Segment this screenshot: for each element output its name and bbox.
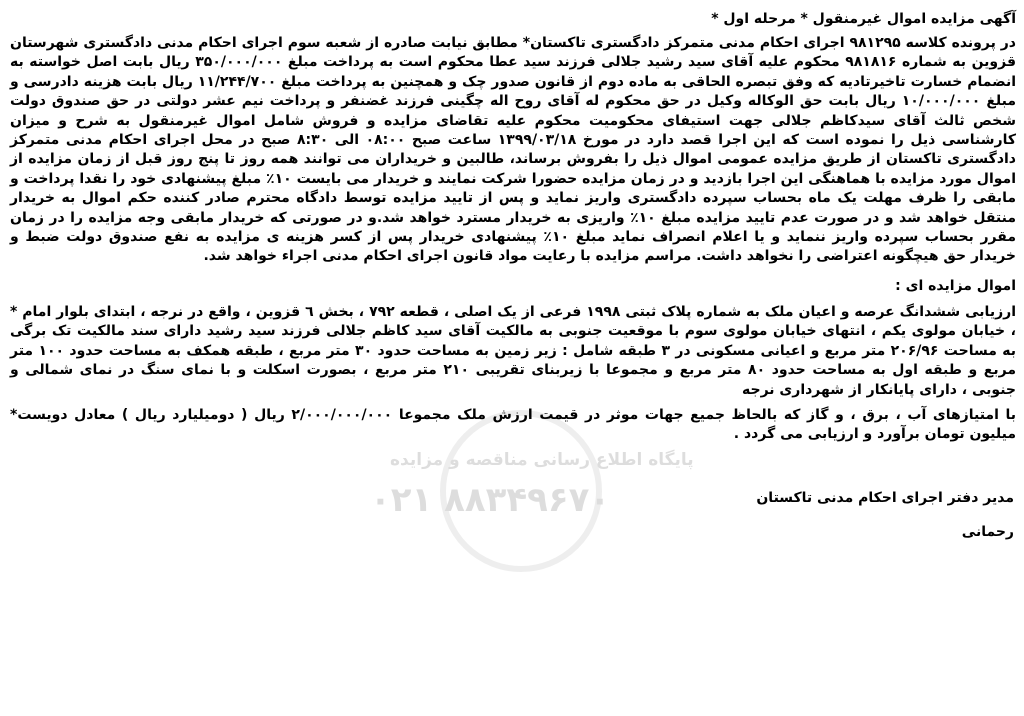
assets-description: ارزیابی ششدانگ عرصه و اعیان ملک به شماره پلاک ثبتی ۱۹۹۸ فرعی از یک اصلی ، قطعه ۷۹۲ ، بخش ٦ قزوین ، واقع در نرجه ، ابتدای بلوار امام * ، خیابان مولوی یکم ، انتهای خیابان مولوی سوم با موقعیت جنوبی به مالکیت آقای سید کاظم جلالی فرزند سید رشید دارای سند مالکیت تک برگی به مساحت ۲۰۶/۹۶ متر مربع و اعیانی مسکونی در ۳ طبقه شامل : زیر زمین به مساحت حدود ۳۰ متر مربع ، طبقه همکف به مساحت حدود ۱۰۰ متر مربع و طبقه اول به مساحت حدود ۸۰ متر مربع و مجموعا با زیربنای تقریبی ۲۱۰ متر مربع ، بصورت اسکلت و با نمای سنگ در نمای شمالی و جنوبی ، دارای پایانکار از شهرداری نرجه [10,303,1016,398]
notice-body: در پرونده کلاسه ۹۸۱۲۹۵ اجرای احکام مدنی متمرکز دادگستری تاکستان* مطابق نیابت صادره از شعبه سوم اجرای احکام مدنی دادگستری شهرستان قزوین به شماره ۹۸۱۸۱۶ محکوم علیه آقای سید رشید جلالی فرزند سید عطا محکوم است به پرداخت مبلغ ۳۵۰/۰۰۰/۰۰۰ ریال بابت اصل خواسته به انضمام خسارت تاخیرتادیه که وفق تبصره الحاقی به ماده دوم از قانون صدور چک و همچنین به پرداخت مبلغ ۱۱/۲۴۴/۷۰۰ ریال بابت هزینه دادرسی و مبلغ ۱۰/۰۰۰/۰۰۰ ریال بابت حق الوکاله وکیل در حق محکوم له آقای روح اله چگینی فرزند غضنفر و پرداخت نیم عشر دولتی در حق صندوق دولت شخص ثالث آقای سیدکاظم جلالی جهت استیفای محکومیت محکوم علیه تقاضای مزایده و فروش شامل اموال غیرمنقول به شرح و میزان کارشناسی ذیل را نموده است که این اجرا قصد دارد در مورخ ۱۳۹۹/۰۳/۱۸ ساعت صبح ۰۸:۰۰ الی ۸:۳۰ صبح در محل اجرای احکام مدنی متمرکز دادگستری تاکستان از طریق مزایده عمومی اموال ذیل را بفروش برساند، طالبین و خریداران می توانند همه روز تا پنج روز قبل از زمان مزایده از اموال مورد مزایده با هماهنگی این اجرا بازدید و در زمان مزایده حضورا شرکت نمایند و خریدار می بایست ۱۰٪ مبلغ پیشنهادی خود را نقدا پرداخت و مابقی را ظرف مهلت یک ماه بحساب سپرده دادگستری واریز نماید و پس از تایید مزایده توسط دادگاه محترم صادر کننده حکم اموال به خریدار منتقل خواهد شد و در صورت عدم تایید مزایده مبلغ ۱۰٪ واریزی به خریدار مسترد خواهد شد.و در صورتی که خریدار مابقی وجه مزایده را در زمان مقرر بحساب سپرده واریز ننماید و یا اعلام انصراف نماید مبلغ ۱۰٪ پیشنهادی خریدار پس از کسر هزینه ی مزایده به نفع صندوق دولت ضبط و خریدار حق هیچگونه اعتراضی را نخواهد داشت. مراسم مزایده با رعایت مواد قانون اجرای احکام مدنی اجراء خواهد شد. [10,35,1017,265]
notice-title: آگهی مزایده اموال غیرمنقول * مرحله اول * [711,11,1016,27]
watermark-phone: ۰۲۱ ۸۸۳۴۹۶۷۰ [370,480,611,520]
watermark-site: پایگاه اطلاع رسانی مناقصه و مزایده [390,450,694,470]
valuation-text: با امتیازهای آب ، برق ، و گاز که بالحاظ جمیع جهات موثر در قیمت ارزش ملک مجموعا ۲/۰۰۰/۰۰۰/۰۰۰ ریال ( دومیلیارد ریال ) معادل دویست* میلیون تومان برآورد و ارزیابی می گردد . [10,406,1016,443]
signature-title: مدیر دفتر اجرای احکام مدنی تاکستان [756,489,1014,506]
assets-heading: اموال مزایده ای : [895,277,1016,294]
signature-name: رحمانی [961,523,1014,540]
